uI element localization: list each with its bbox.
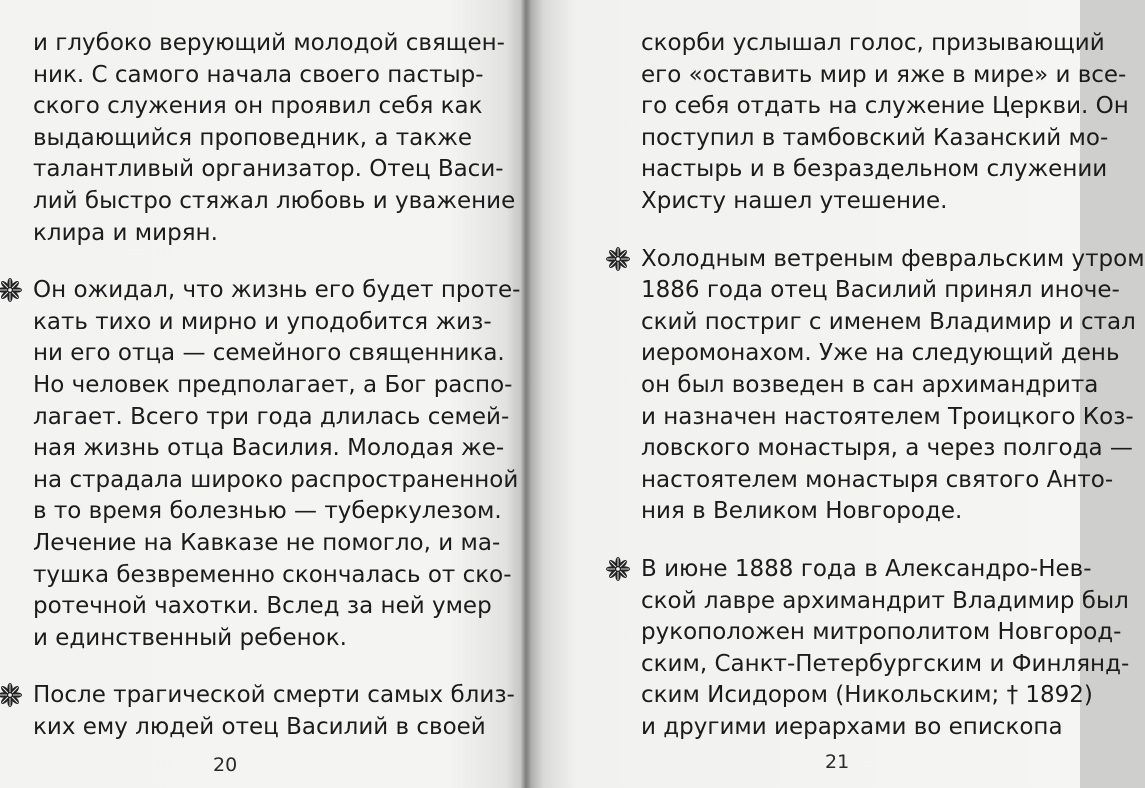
text-line: ловского монастыря, а через полгода — [641, 435, 1133, 462]
text-line: ких ему людей отец Василий в своей [33, 713, 486, 740]
text-line: ский постриг с именем Владимир и стал [641, 308, 1136, 335]
text-line: ротечной чахотки. Вслед за ней умер [33, 593, 492, 620]
text-line: го себя отдать на служение Церкви. Он [641, 93, 1129, 120]
text-line: ник. С самого начала своего пастыр- [33, 61, 484, 88]
text-line: Холодным ветреным февральским утром [641, 245, 1145, 272]
text-line: и единственный ребенок. [33, 624, 347, 651]
text-line: ской лавре архимандрит Владимир был [641, 587, 1129, 614]
text-line: талантливый организатор. Отец Васи- [33, 156, 504, 183]
book-gutter [521, 0, 531, 788]
page-number-right: 21 [825, 751, 850, 773]
text-line: ния в Великом Новгороде. [641, 498, 963, 525]
text-line: лагает. Всего три года длилась семей- [33, 403, 510, 430]
paragraph [641, 244, 1145, 528]
text-line: Христу нашел утешение. [641, 187, 948, 214]
right-page [527, 0, 1145, 788]
paragraph [33, 28, 516, 249]
text-line: он был возведен в сан архимандрита [641, 371, 1099, 398]
text-line: скорби услышал голос, призывающий [641, 30, 1105, 56]
text-line: выдающийся проповедник, а также [33, 124, 473, 151]
flower-ornament-icon [0, 277, 23, 303]
text-line: ни его отца — семейного священника. [33, 340, 505, 367]
text-line: рукоположен митрополитом Новгород- [641, 619, 1122, 646]
paragraph [33, 680, 515, 743]
text-line: иеромонахом. Уже на следующий день [641, 340, 1120, 367]
text-line: ским Исидором (Никольским; † 1892) [641, 682, 1093, 709]
text-line: ского служения он проявил себя как [33, 93, 483, 120]
text-line: настоятелем монастыря святого Анто- [641, 466, 1114, 493]
text-line: на страдала широко распространенной [33, 466, 519, 493]
text-line: тушка безвременно скончалась от ско- [33, 561, 512, 588]
flower-ornament-icon [605, 246, 631, 272]
text-line: в то время болезнью — туберкулезом. [33, 498, 502, 525]
flower-ornament-icon [0, 682, 23, 708]
paragraph [641, 28, 1129, 218]
text-line: его «оставить мир и яже в мире» и все- [641, 61, 1127, 88]
text-line: После трагической смерти самых близ- [33, 682, 515, 709]
text-line: клира и мирян. [33, 219, 218, 246]
text-line: лий быстро стяжал любовь и уважение [33, 187, 516, 214]
left-page [0, 0, 527, 788]
text-line: и глубоко верующий молодой священ- [33, 30, 505, 56]
flower-ornament-icon [605, 556, 631, 582]
text-line: кать тихо и мирно и уподобится жиз- [33, 308, 492, 335]
left-text-column [33, 28, 521, 743]
text-line: ским, Санкт-Петербургским и Финлянд- [641, 650, 1130, 677]
text-line: В июне 1888 года в Александро-Нев- [641, 555, 1092, 582]
paragraph [641, 554, 1130, 744]
text-line: Но человек предполагает, а Бог распо- [33, 371, 513, 398]
text-line: 1886 года отец Василий принял иноче- [641, 277, 1120, 304]
text-line: настырь и в безраздельном служении [641, 156, 1108, 183]
paragraph [33, 275, 521, 654]
page-number-left: 20 [213, 754, 238, 776]
text-line: поступил в тамбовский Казанский мо- [641, 124, 1109, 151]
right-text-column [641, 28, 1145, 743]
text-line: Он ожидал, что жизнь его будет проте- [33, 277, 521, 304]
text-line: и назначен настоятелем Троицкого Коз- [641, 403, 1134, 430]
text-line: и другими иерархами во епископа [641, 713, 1063, 740]
text-line: ная жизнь отца Василия. Молодая же- [33, 435, 505, 462]
text-line: Лечение на Кавказе не помогло, и ма- [33, 529, 501, 556]
